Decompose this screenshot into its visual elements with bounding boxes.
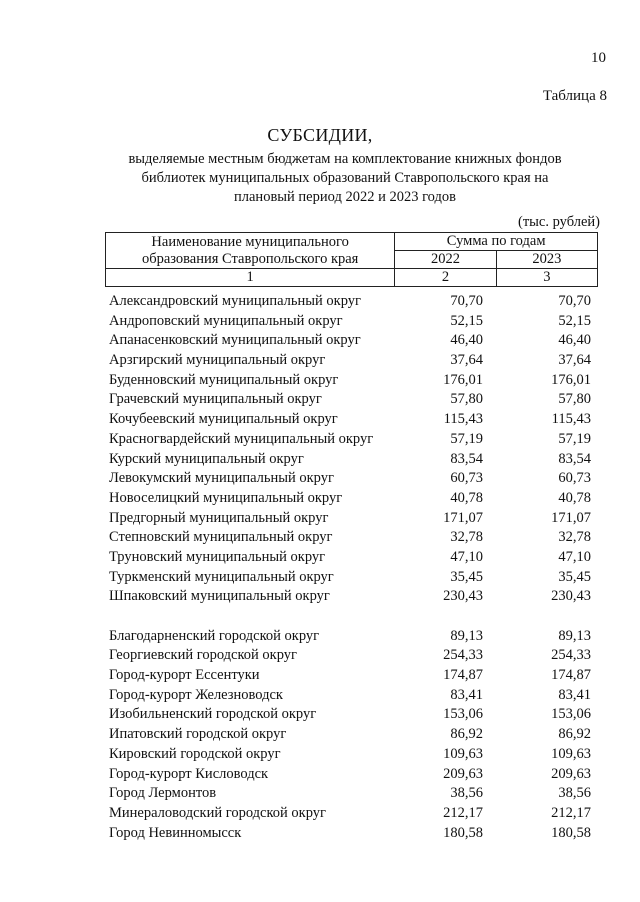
row-name: Андроповский муниципальный округ [109,312,343,329]
row-value-2022: 109,63 [443,745,483,762]
row-value-2023: 254,33 [551,647,591,664]
table-row [105,528,598,548]
row-value-2023: 115,43 [551,411,591,428]
row-value-2022: 35,45 [450,568,483,585]
row-name: Благодарненский городской округ [109,627,320,644]
header-year-2023: 2023 [496,251,597,269]
table-row [105,804,598,824]
row-name: Александровский муниципальный округ [109,293,361,309]
row-value-2022: 32,78 [450,529,483,546]
row-name: Город Невинномысск [109,824,242,841]
row-name: Минераловодский городской округ [109,804,326,821]
row-name: Арзгирский муниципальный округ [109,352,326,369]
row-value-2022: 115,43 [443,411,483,428]
row-value-2023: 171,07 [551,509,591,526]
row-name: Левокумский муниципальный округ [109,470,334,487]
row-value-2022: 38,56 [450,785,483,802]
header-year-2022: 2022 [395,251,496,269]
row-name: Георгиевский городской округ [109,647,297,664]
row-value-2022: 70,70 [450,293,483,309]
row-value-2022: 52,15 [450,312,483,329]
row-name: Кировский городской округ [109,745,281,762]
row-value-2023: 32,78 [558,529,591,546]
row-value-2022: 57,19 [450,430,483,447]
row-value-2023: 212,17 [551,804,591,821]
row-value-2022: 180,58 [443,824,483,841]
row-value-2023: 83,54 [558,450,591,467]
table-row [105,745,598,765]
row-name: Предгорный муниципальный округ [109,509,329,526]
header-name-cell [106,233,395,269]
row-value-2022: 86,92 [450,726,483,743]
row-value-2023: 70,70 [558,293,591,309]
table-row [105,705,598,725]
table-row [105,469,598,489]
row-value-2022: 47,10 [450,548,483,565]
group-spacer [105,607,598,627]
row-value-2023: 209,63 [551,765,591,782]
row-value-2022: 212,17 [443,804,483,821]
table-label: Таблица 8 [542,88,607,104]
row-value-2023: 52,15 [558,312,591,329]
row-name: Кочубеевский муниципальный округ [109,411,338,428]
row-value-2023: 57,19 [558,430,591,447]
table-row [105,824,598,844]
row-value-2023: 47,10 [558,548,591,565]
table-row [105,686,598,706]
row-value-2022: 171,07 [443,509,483,526]
table-row [105,410,598,430]
row-value-2022: 153,06 [443,706,483,723]
row-name: Буденновский муниципальный округ [109,371,339,388]
subtitle-line: плановый период 2022 и 2023 годов [234,189,456,205]
table-row [105,587,598,607]
row-value-2023: 57,80 [558,391,591,408]
row-value-2022: 174,87 [443,667,483,684]
document-subtitle [110,150,580,207]
table-row [105,627,598,647]
row-value-2022: 176,01 [443,371,483,388]
subtitle-line: библиотек муниципальных образований Ставропольского края на [141,170,549,186]
row-value-2022: 60,73 [450,470,483,487]
table-header [105,232,598,287]
row-value-2023: 176,01 [551,371,591,388]
table-row [105,450,598,470]
row-value-2023: 60,73 [558,470,591,487]
row-value-2023: 38,56 [558,785,591,802]
page-number: 10 [591,50,606,66]
table-row [105,666,598,686]
table-row [105,765,598,785]
table-row [105,725,598,745]
row-value-2022: 37,64 [450,352,483,369]
table-row [105,489,598,509]
table-row [105,331,598,351]
table-body [105,292,598,843]
row-value-2023: 180,58 [551,824,591,841]
row-name: Грачевский муниципальный округ [109,391,322,408]
row-name: Шпаковский муниципальный округ [109,588,330,605]
row-value-2023: 46,40 [558,332,591,349]
header-col-number: 1 [106,269,395,287]
row-value-2023: 86,92 [558,726,591,743]
document-title: СУБСИДИИ, [267,125,373,145]
row-value-2023: 109,63 [551,745,591,762]
row-name: Изобильненский городской округ [109,706,317,723]
row-name: Курский муниципальный округ [109,450,304,467]
row-name: Труновский муниципальный округ [109,548,326,565]
row-value-2022: 230,43 [443,588,483,605]
subtitle-line: выделяемые местным бюджетам на комплектование книжных фондов [128,151,562,167]
row-value-2023: 37,64 [558,352,591,369]
table-row [105,548,598,568]
table-row [105,430,598,450]
table-row [105,371,598,391]
row-value-2023: 83,41 [558,686,591,703]
row-value-2022: 89,13 [450,627,483,644]
row-value-2022: 83,41 [450,686,483,703]
row-value-2022: 46,40 [450,332,483,349]
row-name: Город-курорт Ессентуки [109,667,260,684]
header-name-line: образования Ставропольского края [141,250,359,267]
table-row [105,784,598,804]
row-name: Город Лермонтов [109,785,217,802]
table-row [105,351,598,371]
row-name: Степновский муниципальный округ [109,529,333,546]
row-value-2022: 40,78 [450,489,483,506]
row-name: Красногвардейский муниципальный округ [109,430,374,447]
row-value-2023: 89,13 [558,627,591,644]
row-value-2023: 35,45 [558,568,591,585]
header-col-number: 3 [496,269,597,287]
table-row [105,568,598,588]
row-value-2023: 174,87 [551,667,591,684]
header-col-number: 2 [395,269,496,287]
header-name-line: Наименование муниципального [151,233,349,250]
row-value-2022: 83,54 [450,450,483,467]
row-name: Туркменский муниципальный округ [109,568,334,585]
row-value-2023: 153,06 [551,706,591,723]
row-value-2022: 254,33 [443,647,483,664]
table-row [105,292,598,312]
row-name: Новоселицкий муниципальный округ [109,489,343,506]
table-row [105,509,598,529]
row-name: Город-курорт Железноводск [109,686,283,703]
row-value-2022: 57,80 [450,391,483,408]
table-row [105,646,598,666]
table-row [105,390,598,410]
table-row [105,312,598,332]
row-name: Ипатовский городской округ [109,726,287,743]
header-sum-by-years: Сумма по годам [395,233,598,251]
row-name: Апанасенковский муниципальный округ [109,332,361,349]
row-name: Город-курорт Кисловодск [109,765,269,782]
units-label: (тыс. рублей) [518,214,600,230]
row-value-2023: 230,43 [551,588,591,605]
row-value-2023: 40,78 [558,489,591,506]
row-value-2022: 209,63 [443,765,483,782]
